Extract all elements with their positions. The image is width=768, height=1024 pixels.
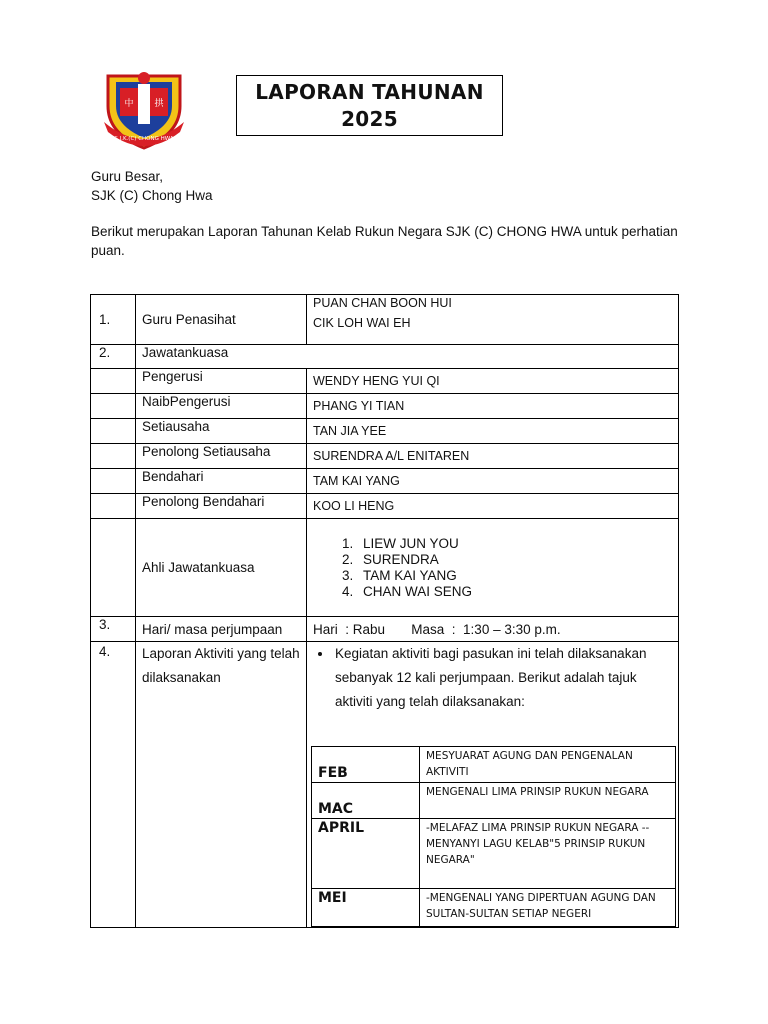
table-row [312, 783, 676, 819]
table-row [91, 642, 679, 928]
committee-name: TAM KAI YANG [307, 469, 679, 494]
report-title [236, 75, 503, 136]
table-row [91, 295, 679, 345]
activity-month: APRIL [312, 819, 420, 889]
committee-name: WENDY HENG YUI QI [307, 369, 679, 394]
salutation-line1: Guru Besar, [91, 169, 164, 184]
svg-text:中: 中 [124, 99, 134, 109]
table-row [91, 394, 679, 419]
row-label: Laporan Aktiviti yang telah dilaksanakan [136, 642, 307, 928]
row-label: Jawatankuasa [136, 345, 679, 369]
list-item: 3. TAM KAI YANG [357, 568, 672, 584]
activity-desc: MENGENALI LIMA PRINSIP RUKUN NEGARA [420, 783, 676, 819]
table-row [91, 369, 679, 394]
committee-role: Penolong Setiausaha [136, 444, 307, 469]
svg-text:拱: 拱 [154, 99, 164, 109]
report-title-year: 2025 [341, 106, 398, 131]
advisor-name: CIK LOH WAI EH [313, 316, 411, 330]
list-item: 2. SURENDRA [357, 552, 672, 568]
table-row [312, 747, 676, 783]
advisor-name: PUAN CHAN BOON HUI [313, 296, 452, 310]
list-item: 4. CHAN WAI SENG [357, 584, 672, 600]
table-row [312, 889, 676, 927]
salutation [91, 167, 213, 205]
advisors-cell [307, 295, 679, 345]
table-row [91, 345, 679, 369]
committee-name: PHANG YI TIAN [307, 394, 679, 419]
table-row [91, 494, 679, 519]
committee-name: KOO LI HENG [307, 494, 679, 519]
report-table [90, 294, 679, 928]
meeting-time: Hari : Rabu Masa : 1:30 – 3:30 p.m. [307, 617, 679, 642]
activity-month: MEI [312, 889, 420, 927]
list-item: 1. LIEW JUN YOU [357, 536, 672, 552]
activity-desc: MESYUARAT AGUNG DAN PENGENALAN AKTIVITI [420, 747, 676, 783]
row-number: 2. [91, 345, 136, 369]
intro-paragraph: Berikut merupakan Laporan Tahunan Kelab Rukun Negara SJK (C) CHONG HWA untuk perhatian puan. [91, 224, 678, 258]
activity-desc: -MENGENALI YANG DIPERTUAN AGUNG DAN SULTAN-SULTAN SETIAP NEGERI [420, 889, 676, 927]
members-cell [307, 519, 679, 617]
committee-role: Bendahari [136, 469, 307, 494]
activity-month: MAC [312, 783, 420, 819]
row-label: Hari/ masa perjumpaan [136, 617, 307, 642]
list-item: • Kegiatan aktiviti bagi pasukan ini telah dilaksanakan sebanyak 12 kali perjumpaan. Berikut adalah tajuk aktiviti yang telah dilaksanakan: [333, 642, 672, 714]
committee-role: Penolong Bendahari [136, 494, 307, 519]
row-number: 1. [91, 295, 136, 345]
members-label: Ahli Jawatankuasa [136, 519, 307, 617]
activity-summary [313, 642, 672, 714]
activity-month: FEB [312, 747, 420, 783]
committee-role: Setiausaha [136, 419, 307, 444]
activity-table [311, 746, 676, 927]
activity-desc: -MELAFAZ LIMA PRINSIP RUKUN NEGARA --MENYANYI LAGU KELAB"5 PRINSIP RUKUN NEGARA" [420, 819, 676, 889]
row-number: 3. [91, 617, 136, 642]
table-row [91, 617, 679, 642]
committee-role: Pengerusi [136, 369, 307, 394]
table-row [91, 444, 679, 469]
table-row [312, 819, 676, 889]
committee-name: SURENDRA A/L ENITAREN [307, 444, 679, 469]
members-list [313, 536, 672, 600]
table-row [91, 469, 679, 494]
svg-text:S.J.K.(C) CHONG HWA: S.J.K.(C) CHONG HWA [114, 136, 174, 142]
school-crest-logo [98, 64, 190, 152]
committee-role: NaibPengerusi [136, 394, 307, 419]
activities-cell [307, 642, 679, 928]
row-label: Guru Penasihat [136, 295, 307, 345]
table-row [91, 419, 679, 444]
report-title-line1: LAPORAN TAHUNAN [255, 79, 484, 104]
row-number: 4. [91, 642, 136, 928]
committee-name: TAN JIA YEE [307, 419, 679, 444]
table-row [91, 519, 679, 617]
salutation-line2: SJK (C) Chong Hwa [91, 188, 213, 203]
